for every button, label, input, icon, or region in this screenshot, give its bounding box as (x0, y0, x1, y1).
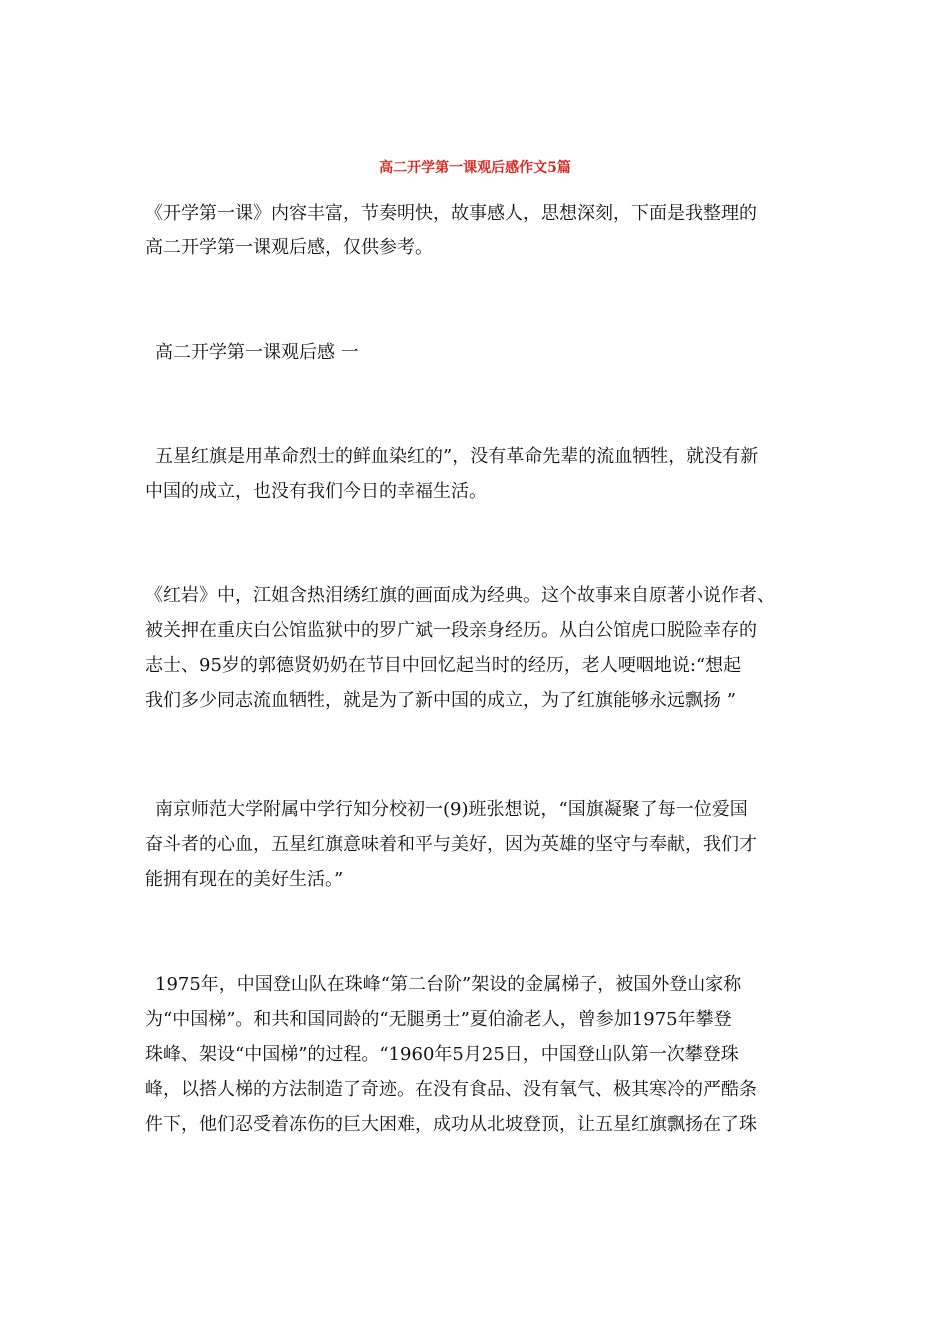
paragraph-line: 志士、95岁的郭德贤奶奶在节目中回忆起当时的经历，老人哽咽地说:“想起 (145, 655, 742, 676)
paragraph-line: 峰，以搭人梯的方法制造了奇迹。在没有食品、没有氧气、极其寒冷的严酷条 (145, 1079, 757, 1100)
paragraph-line: 我们多少同志流血牺牲，就是为了新中国的成立，为了红旗能够永远飘扬 ” (145, 690, 736, 711)
paragraph-line: 奋斗者的心血，五星红旗意味着和平与美好，因为英雄的坚守与奉献，我们才 (145, 834, 757, 855)
paragraph-line: 五星红旗是用革命烈士的鲜血染红的”，没有革命先辈的流血牺牲，就没有新 (155, 446, 759, 467)
paragraph-line: 件下，他们忍受着冻伤的巨大困难，成功从北坡登顶，让五星红旗飘扬在了珠 (145, 1114, 757, 1135)
paragraph-line: 1975年，中国登山队在珠峰“第二台阶”架设的金属梯子，被国外登山家称 (155, 974, 742, 995)
paragraph-line: 中国的成立，也没有我们今日的幸福生活。 (145, 481, 487, 502)
paragraph-line: 《红岩》中，江姐含热泪绣红旗的画面成为经典。这个故事来自原著小说作者、 (145, 585, 775, 606)
section-heading: 高二开学第一课观后感 一 (155, 342, 359, 363)
document-title: 高二开学第一课观后感作文5篇 (379, 160, 571, 176)
paragraph-line: 为“中国梯”。和共和国同龄的“无腿勇士”夏伯渝老人，曾参加1975年攀登 (145, 1009, 732, 1030)
paragraph-line: 被关押在重庆白公馆监狱中的罗广斌一段亲身经历。从白公馆虎口脱险幸存的 (145, 620, 757, 641)
paragraph-line: 珠峰、架设“中国梯”的过程。“1960年5月25日，中国登山队第一次攀登珠 (145, 1044, 739, 1065)
paragraph-line: 能拥有现在的美好生活。” (145, 869, 344, 890)
intro-line: 高二开学第一课观后感，仅供参考。 (145, 237, 433, 258)
intro-line: 《开学第一课》内容丰富，节奏明快，故事感人，思想深刻，下面是我整理的 (145, 203, 757, 224)
paragraph-line: 南京师范大学附属中学行知分校初一(9)班张想说，“国旗凝聚了每一位爱国 (155, 799, 748, 820)
